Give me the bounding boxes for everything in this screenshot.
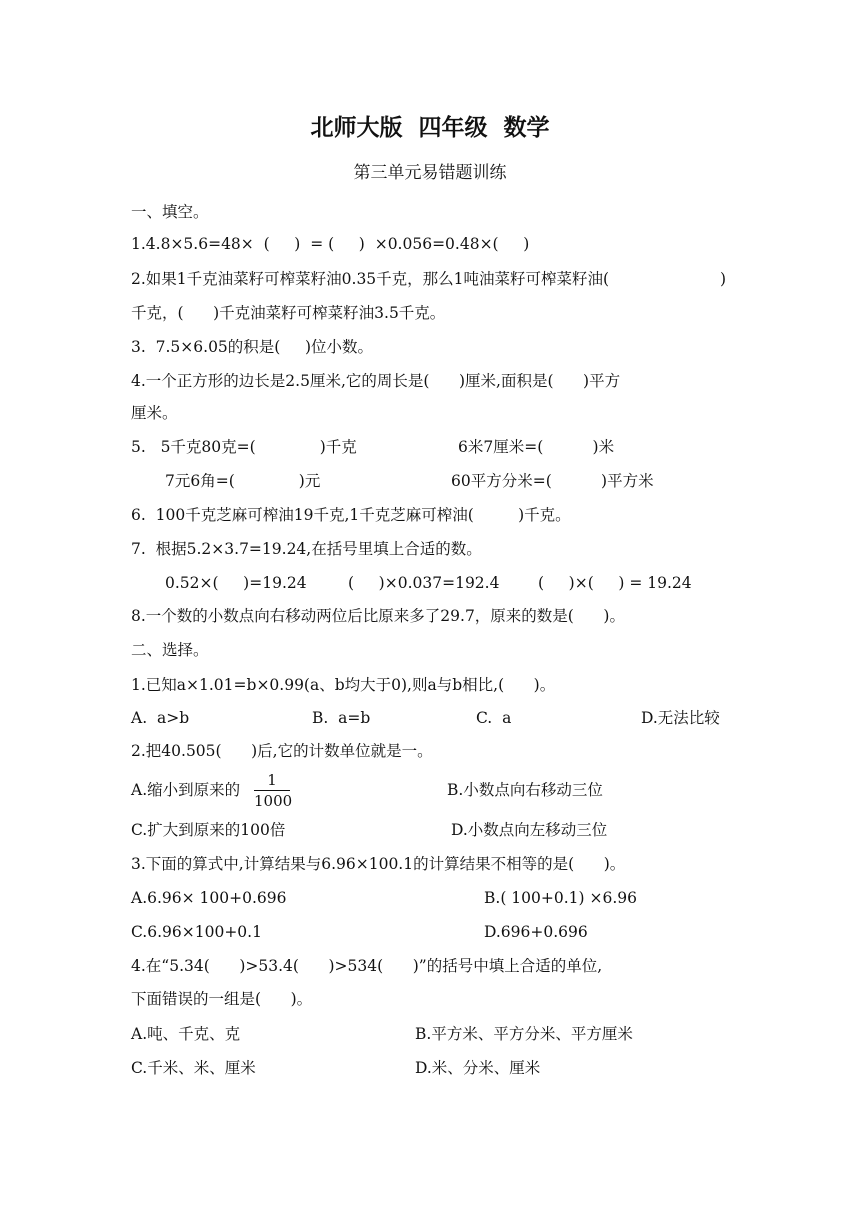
question-1-2-line1-end: ) xyxy=(720,270,727,288)
question-2-1: 1.已知a×1.01=b×0.99(a、b均大于0),则a与b相比,( )。 xyxy=(131,676,556,694)
fraction-numerator: 1 xyxy=(254,771,290,791)
question-2-2: 2.把40.505( )后,它的计数单位就是一。 xyxy=(131,742,433,760)
question-1-7-c: ( )×( ) = 19.24 xyxy=(538,574,692,592)
question-2-2-option-a: A.缩小到原来的 xyxy=(131,781,241,799)
question-1-7-b: ( )×0.037=192.4 xyxy=(348,574,500,592)
question-1-3: 3. 7.5×6.05的积是( )位小数。 xyxy=(131,338,374,356)
question-1-7-a: 0.52×( )=19.24 xyxy=(165,574,307,592)
question-1-5-c: 7元6角=( )元 xyxy=(165,472,321,490)
section-heading-fill-blank: 一、填空。 xyxy=(131,203,209,221)
section-heading-choice: 二、选择。 xyxy=(131,641,209,659)
question-2-4-option-c: C.千米、米、厘米 xyxy=(131,1059,256,1077)
question-1-7: 7. 根据5.2×3.7=19.24,在括号里填上合适的数。 xyxy=(131,540,482,558)
question-2-3-option-b: B.( 100+0.1) ×6.96 xyxy=(484,889,637,907)
question-1-2-line2: 千克，( )千克油菜籽可榨菜籽油3.5千克。 xyxy=(131,304,446,322)
question-2-3-option-d: D.696+0.696 xyxy=(484,923,588,941)
question-2-1-option-c: C. a xyxy=(476,709,512,727)
question-2-4-line2: 下面错误的一组是( )。 xyxy=(131,990,313,1008)
question-1-4-line2: 厘米。 xyxy=(131,404,178,422)
question-2-2-option-d: D.小数点向左移动三位 xyxy=(451,821,608,839)
question-1-4-line1: 4.一个正方形的边长是2.5厘米,它的周长是( )厘米,面积是( )平方 xyxy=(131,372,621,390)
question-2-4-option-b: B.平方米、平方分米、平方厘米 xyxy=(415,1025,633,1043)
question-1-6: 6. 100千克芝麻可榨油19千克,1千克芝麻可榨油( )千克。 xyxy=(131,506,571,524)
question-1-5-a: 5. 5千克80克=( )千克 xyxy=(131,438,357,456)
question-1-2-line1: 2.如果1千克油菜籽可榨菜籽油0.35千克，那么1吨油菜籽可榨菜籽油( xyxy=(131,270,610,288)
question-2-1-option-d: D.无法比较 xyxy=(641,709,720,727)
question-2-3: 3.下面的算式中,计算结果与6.96×100.1的计算结果不相等的是( )。 xyxy=(131,855,626,873)
question-1-8: 8.一个数的小数点向右移动两位后比原来多了29.7，原来的数是( )。 xyxy=(131,607,625,625)
question-1-5-d: 60平方分米=( )平方米 xyxy=(451,472,654,490)
question-2-1-option-b: B. a=b xyxy=(312,709,371,727)
question-2-2-option-b: B.小数点向右移动三位 xyxy=(447,781,603,799)
question-2-3-option-a: A.6.96× 100+0.696 xyxy=(131,889,287,907)
question-2-4-line1: 4.在“5.34( )>53.4( )>534( )”的括号中填上合适的单位, xyxy=(131,957,603,975)
page-title: 北师大版 四年级 数学 xyxy=(310,115,550,141)
fraction-denominator: 1000 xyxy=(254,792,293,810)
page-subtitle: 第三单元易错题训练 xyxy=(353,163,507,183)
question-1-5-b: 6米7厘米=( )米 xyxy=(458,438,615,456)
question-2-4-option-a: A.吨、千克、克 xyxy=(131,1025,241,1043)
question-2-1-option-a: A. a>b xyxy=(131,709,190,727)
question-2-2-option-c: C.扩大到原来的100倍 xyxy=(131,821,286,839)
question-2-3-option-c: C.6.96×100+0.1 xyxy=(131,923,262,941)
question-1-1: 1.4.8×5.6=48× ( ) = ( ) ×0.056=0.48×( ) xyxy=(131,235,530,253)
fraction-one-thousandth xyxy=(254,771,293,810)
question-2-4-option-d: D.米、分米、厘米 xyxy=(415,1059,541,1077)
